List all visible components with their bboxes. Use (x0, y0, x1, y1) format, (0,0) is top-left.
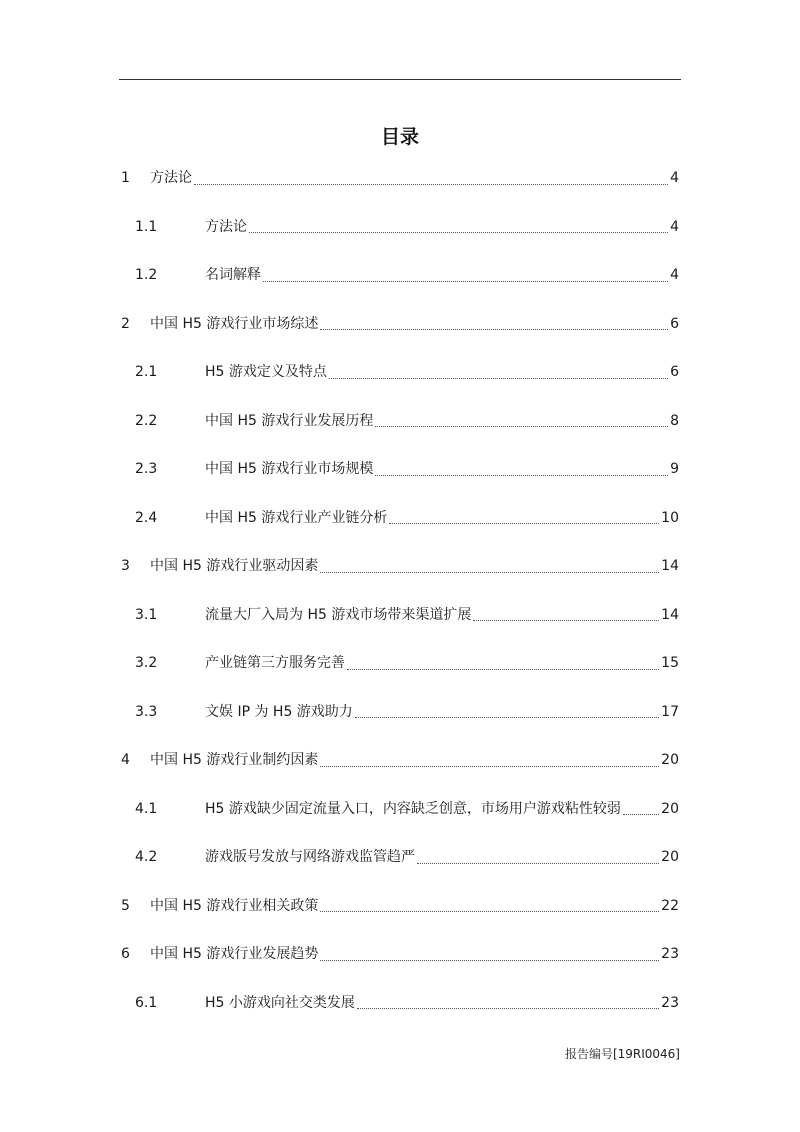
toc-dot-leader (355, 705, 659, 718)
toc-dot-leader (375, 414, 668, 427)
toc-entry-page: 15 (661, 655, 679, 671)
toc-dot-leader (473, 608, 659, 621)
toc-entry-page: 8 (670, 412, 679, 429)
toc-entry-title: 方法论 (205, 218, 247, 235)
toc-dot-leader (389, 511, 659, 524)
toc-entry-title: 中国 H5 游戏行业驱动因素 (150, 558, 319, 574)
toc-entry[interactable] (121, 554, 679, 578)
toc-entry-page: 9 (670, 461, 679, 477)
toc-dot-leader (320, 560, 659, 573)
toc-entry-page: 6 (670, 315, 679, 332)
toc-dot-leader (329, 366, 668, 379)
toc-entry-page: 4 (670, 267, 679, 283)
toc-entry-title: 中国 H5 游戏行业制约因素 (150, 752, 319, 768)
toc-entry-page: 22 (661, 897, 679, 914)
toc-entry-number: 1.2 (135, 267, 158, 283)
toc-entry-page: 20 (661, 752, 679, 768)
toc-entry-title: 中国 H5 游戏行业相关政策 (150, 897, 319, 914)
toc-entry[interactable] (121, 700, 679, 724)
toc-dot-leader (194, 172, 668, 185)
toc-entry[interactable] (121, 166, 679, 190)
report-code: 报告编号[19RI0046] (564, 1047, 680, 1061)
toc-entry-title: 中国 H5 游戏行业产业链分析 (205, 509, 388, 526)
header-rule (119, 79, 681, 80)
toc-entry-number: 3 (121, 558, 130, 574)
toc-entry[interactable] (121, 894, 679, 918)
toc-entry[interactable] (121, 991, 679, 1015)
toc-entry-number: 2.4 (135, 509, 158, 526)
toc-entry-page: 10 (661, 509, 679, 526)
toc-entry-title: 中国 H5 游戏行业市场规模 (205, 461, 374, 477)
toc-entry-page: 14 (661, 606, 679, 623)
toc-entry-number: 6 (121, 946, 130, 962)
toc-dot-leader (320, 899, 659, 912)
toc-entry-page: 23 (661, 994, 679, 1011)
toc-entry-page: 20 (661, 849, 679, 865)
toc-entry[interactable] (121, 748, 679, 772)
toc-entry-number: 4 (121, 752, 130, 768)
toc-dot-leader (263, 269, 668, 282)
toc-dot-leader (375, 463, 668, 476)
toc-dot-leader (417, 851, 659, 864)
toc-entry[interactable] (121, 360, 679, 384)
toc-entry-number: 5 (121, 897, 130, 914)
toc-entry[interactable] (121, 942, 679, 966)
toc-entry-page: 23 (661, 946, 679, 962)
toc-title: 目录 (380, 126, 419, 148)
toc-entry[interactable] (121, 845, 679, 869)
toc-entry-page: 6 (670, 364, 679, 380)
toc-entry-number: 3.2 (135, 655, 158, 671)
toc-entry-page: 4 (670, 218, 679, 235)
toc-entry[interactable] (121, 506, 679, 530)
toc-dot-leader (357, 996, 659, 1009)
toc-entry-number: 2.1 (135, 364, 158, 380)
toc-entry-page: 4 (670, 170, 679, 186)
toc-entry-title: H5 游戏缺少固定流量入口，内容缺乏创意，市场用户游戏粘性较弱 (205, 800, 621, 817)
toc-entry-title: 流量大厂入局为 H5 游戏市场带来渠道扩展 (205, 606, 472, 623)
toc-entry-number: 2.3 (135, 461, 158, 477)
toc-entry-number: 4.2 (135, 849, 158, 865)
toc-entry[interactable] (121, 312, 679, 336)
toc-entry-title: 游戏版号发放与网络游戏监管趋严 (205, 849, 415, 865)
toc-dot-leader (320, 948, 659, 961)
toc-entry-number: 3.3 (135, 703, 158, 720)
toc-entry-number: 1.1 (135, 218, 158, 235)
toc-entry[interactable] (121, 409, 679, 433)
toc-entry-number: 6.1 (135, 994, 158, 1011)
toc-entry-page: 14 (661, 558, 679, 574)
toc-entry-title: 名词解释 (205, 267, 261, 283)
toc-entry-title: 中国 H5 游戏行业市场综述 (150, 315, 319, 332)
toc-entry[interactable] (121, 215, 679, 239)
toc-entry-number: 4.1 (135, 800, 158, 817)
toc-entry-number: 3.1 (135, 606, 158, 623)
toc-dot-leader (320, 754, 659, 767)
toc-entry-page: 17 (661, 703, 679, 720)
toc-entry-title: 中国 H5 游戏行业发展趋势 (150, 946, 319, 962)
toc-dot-leader (623, 802, 659, 815)
toc-entry[interactable] (121, 457, 679, 481)
toc-entry-title: H5 游戏定义及特点 (205, 364, 327, 380)
toc-entry[interactable] (121, 263, 679, 287)
toc-entry-title: 产业链第三方服务完善 (205, 655, 345, 671)
toc-entry-title: 文娱 IP 为 H5 游戏助力 (205, 703, 353, 720)
table-of-contents (121, 166, 679, 1039)
toc-dot-leader (249, 220, 668, 233)
toc-entry-number: 1 (121, 170, 130, 186)
toc-entry-title: H5 小游戏向社交类发展 (205, 994, 355, 1011)
toc-entry-number: 2 (121, 315, 130, 332)
toc-dot-leader (320, 317, 668, 330)
toc-entry-number: 2.2 (135, 412, 158, 429)
toc-entry[interactable] (121, 651, 679, 675)
toc-entry[interactable] (121, 797, 679, 821)
toc-dot-leader (347, 657, 659, 670)
toc-entry-title: 方法论 (150, 170, 192, 186)
toc-entry[interactable] (121, 603, 679, 627)
toc-entry-page: 20 (661, 800, 679, 817)
toc-entry-title: 中国 H5 游戏行业发展历程 (205, 412, 374, 429)
